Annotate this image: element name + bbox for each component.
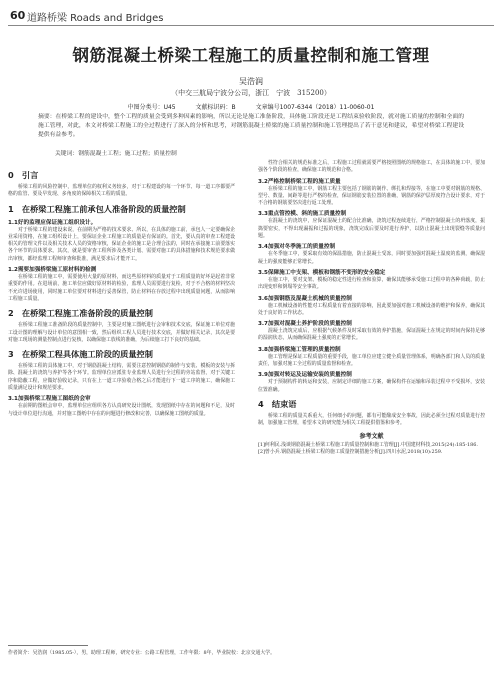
subsection-heading: 3.7加强对混凝土养护阶段的质量控制 <box>258 321 352 328</box>
paragraph: 性符合相关的规范标准之后，工程施工过程就需要严格按照图纸的规格施工，在具体的施工中，要加强各个阶段的检查，确保施工的规范和合格。 <box>258 160 485 174</box>
subsection-heading: 3.3重点管控模、斜的施工质量控制 <box>258 211 347 218</box>
reference-item: [1]何利民.浅谈钢筋混凝土桥梁工程施工的质量控制和施工管理[J].中国建材科技,2015(24):185-186. <box>258 441 478 448</box>
subsection-heading: 3.2严格控制桥梁工程的施工质量 <box>258 178 341 185</box>
references-heading: 参考文献 <box>359 432 384 440</box>
subsection-heading: 3.1加强桥梁工程施工图纸的会审 <box>8 396 91 403</box>
reference-item: [2]曾小兵.钢筋混凝土桥梁工程的施工质量控制措施分析[J].四川水泥,2018(10):259. <box>258 448 443 455</box>
paragraph: 在前期的图纸会审中，监理单位应组织各方认真研究设计图纸，发现图纸中存在的问题和不足，及时与设计单位进行沟通，并对施工图纸中存在的问题进行修改和完善，以确保施工图纸的质量。 <box>8 403 235 417</box>
header-divider <box>8 25 494 26</box>
section-heading: 4 结束语 <box>258 398 297 409</box>
paragraph: 对于预制构件的转运和安装，应制定详细的施工方案，确保构件在运输和吊装过程中不受损坏，安装位置准确。 <box>258 379 485 393</box>
paragraph: 对于桥梁工程的建设来说，在前期为严格的技术要求、所以，在具体的施工前，承包人一定要确保企业采用资格，在施工组织设计上，要保证企业工程施工的质量是有保证的。首先，要认真的审查工程建设相关的管理文件以及相关技术人员的资格审核，保证企业的施工是合理合法的，同时在承接施工前要落实各个环节的具体要求。其次，就是要审查工程所涉及各类计划、需要对施工的具体措施和技术规范要求做出审核，都经监理工程师审查和批准，满足要求后才能开工。 <box>8 226 235 262</box>
author-name: 吴浩润 <box>239 77 263 86</box>
article-number: 文章编号1007-6344（2018）11-0060-01 <box>255 104 375 111</box>
paragraph: 桥梁工程的质量关系重大，任何细小的问题，都有可能酿成安全事故，因此必须全过程对质量进行控制，加强施工管理，希望本文的研究能为相关工程提供借鉴和参考。 <box>258 412 485 427</box>
article-meta <box>0 102 502 111</box>
paragraph: 在桥梁工程的施工中，需要使用大量的原材料，而这些原材料的质量对于工程质量的好坏是起着非常重要的作用。在进场前，施工单位应做好原材料的检验，监理人员需要进行复检，对于不合格的材料坚决不允许进场使用，同时施工单位要对材料进行妥善保管，防止材料在存放过程中出现质量问题，从而影响工程施工质量。 <box>8 274 235 302</box>
subsection-heading: 1.2需要加强桥梁施工原材料的检测 <box>8 267 97 274</box>
page-number: 60 <box>10 9 26 22</box>
section-heading: 3 在桥梁工程具体施工阶段的质量控制 <box>8 349 153 360</box>
subsection-heading: 3.9加强对转运及运输安装的质量控制 <box>258 372 352 379</box>
section-heading: 1 在桥梁工程施工前承包人准备阶段的质量控制 <box>8 203 186 214</box>
article-title: 钢筋混凝土桥梁工程施工的质量控制和施工管理 <box>72 46 430 65</box>
paragraph: 施工机械设备的性能对工程质量有着直接的影响，因此要加强对施工机械设备的维护和保养，确保其处于良好的工作状态。 <box>258 302 485 316</box>
paragraph: 混凝土浇筑完成后，应根据气候条件及时采取有效的养护措施，保证混凝土在规定的时间内保持足够的湿润状态，从而确保混凝土强度的正常增长。 <box>258 328 485 342</box>
subsection-heading: 3.4加强对冬季施工的质量控制 <box>258 244 336 251</box>
subsection-heading: 3.5保障施工中支架、模板和钢筋不变形的安全稳定 <box>258 269 386 276</box>
paragraph: 在冬季施工中，要采取有效的保温措施，防止混凝土受冻，同时要加强对混凝土温度的监测，确保混凝土的强度能够正常增长。 <box>258 251 485 265</box>
subsection-heading: 3.8加强桥梁施工管理的质量控制 <box>258 346 341 353</box>
keywords: 关键词：钢筋混凝土工程；施工过程；质量控制 <box>55 151 177 157</box>
subsection-heading: 1.1好的监理应保证施工组织设计。 <box>8 219 97 226</box>
abstract: 摘要：在桥梁工程的建设中，整个工程的质量会受到多种因素的影响，所以无论是施工准备阶段，具体施工阶段还是工程结束验收阶段，就对施工质量的控制和全面的施工管理，对此，本文对桥梁工程施工的全过程进行了深入的分析和思考，对钢筋混凝土桥梁的施工质量控制和施工管理提出了若干意见和建议，希望对桥梁工程建设提供有益参考。 <box>38 114 464 138</box>
right-column <box>258 160 485 456</box>
paragraph: 施工管理是保证工程质量的重要手段，施工单位应建立健全质量管理体系，明确各部门和人员的质量责任，加强对施工全过程的质量监督和检查。 <box>258 353 485 368</box>
author-affiliation: （中交三航局宁波分公司，浙江 宁波 315200） <box>171 89 331 97</box>
paragraph: 在混凝土的浇筑中，应保证混凝土的配合比准确，浇筑过程连续进行，严格控制混凝土的坍落度，振捣要密实，不得出现漏振和过振的现象，浇筑完成后要及时进行养护，以防止混凝土出现裂缝等质量问题。 <box>258 218 485 240</box>
journal-name: 道路桥梁 Roads and Bridges <box>27 13 164 24</box>
paragraph: 在桥梁工程的施工中，钢筋工程主要包括了钢筋的制作、绑扎和焊接等，在施工中要对钢筋的规格、型号、数量、间距等进行严格的检查，保证钢筋安装位置的准确，钢筋的保护层厚度符合设计要求，对于不合格的钢筋要坚决进行返工处理。 <box>258 185 485 207</box>
document-code: 文献标识码：B <box>195 104 236 111</box>
paragraph: 在桥梁工程的具体施工中，对于钢筋混凝土结构，需要注意控制钢筋的制作与安装、模板的安装与拆除、混凝土的浇筑与养护等各个环节。监理单位应派驻专业监理人员进行全过程的旁站监督，对于关键工序和隐蔽工程，应做好验收记录，只有在上一道工序验收合格之后才能进行下一道工序的施工，确保施工质量满足设计和规范要求。 <box>8 363 235 392</box>
footer-divider <box>8 645 88 646</box>
author-bio: 作者简介：吴浩润（1985.05-），男，助理工程师，研究专业：公路工程管理，工作年限：8年，毕业院校：北京交通大学。 <box>8 650 276 656</box>
subsection-heading: 3.6加强钢筋及混凝土机械的质量控制 <box>258 295 352 302</box>
page-header <box>0 0 502 30</box>
left-column <box>8 165 235 418</box>
paragraph: 在桥梁工程施工准备阶段的质量控制中，主要是对施工图纸进行会审和技术交底，保证施工单位对施工设计图的理解与设计单位的意图相一致，然后组织工程人员进行技术交底，并做好相关记录，其次是要对施工现场的测量控制点进行复核，以确保施工放线的准确，为后续施工打下良好的基础。 <box>8 322 235 343</box>
section-heading: 0 引言 <box>8 170 39 180</box>
paragraph: 在施工中，要对支架、模板的稳定性进行检查和验算，确保其能够承受施工过程中的各种荷载，防止出现变形和倒塌等安全事故。 <box>258 276 485 291</box>
section-heading: 2 在桥梁工程施工准备阶段的质量控制 <box>8 308 153 319</box>
clc-number: 中图分类号：U45 <box>127 104 176 111</box>
paragraph: 桥梁工程的风险控制中，监理单位的权利义务较多，对于工程建设的每一个环节、每一道工序都要严格的监管、要及早发现、多角度的保障相关工程的质量。 <box>8 184 235 198</box>
